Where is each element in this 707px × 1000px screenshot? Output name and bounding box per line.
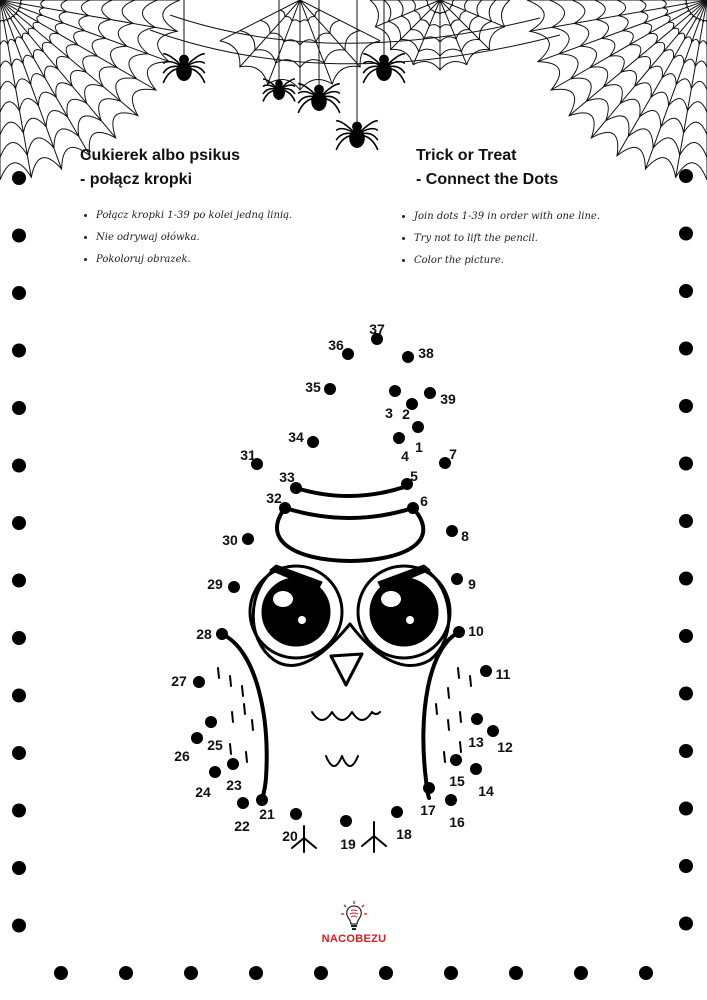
dot-number-label: 38 xyxy=(418,345,434,361)
dot-number-label: 24 xyxy=(195,784,211,800)
english-instructions xyxy=(398,206,600,272)
connect-dot xyxy=(412,421,424,433)
border-dot xyxy=(119,966,133,980)
connect-dot xyxy=(227,758,239,770)
border-dot xyxy=(444,966,458,980)
dot-number-label: 33 xyxy=(279,469,295,485)
border-dot xyxy=(679,687,693,701)
dot-number-label: 3 xyxy=(385,405,393,421)
dot-number-label: 34 xyxy=(288,429,304,445)
border-dot xyxy=(679,802,693,816)
cobweb-top-icon xyxy=(150,0,560,90)
border-dot xyxy=(12,861,26,875)
border-dot xyxy=(679,227,693,241)
dot-number-label: 7 xyxy=(449,446,457,462)
dot-number-label: 28 xyxy=(196,626,212,642)
connect-dots xyxy=(171,321,513,852)
connect-dot xyxy=(402,351,414,363)
dot-number-label: 1 xyxy=(415,439,423,455)
dot-number-label: 5 xyxy=(410,468,418,484)
border-dot xyxy=(574,966,588,980)
dotted-border xyxy=(12,169,693,980)
spider-icon xyxy=(163,54,205,83)
hanging-spiders xyxy=(163,0,405,150)
connect-dot xyxy=(391,806,403,818)
dot-number-label: 39 xyxy=(440,391,456,407)
border-dot xyxy=(679,917,693,931)
dot-number-label: 6 xyxy=(420,493,428,509)
connect-dot xyxy=(242,533,254,545)
english-instruction-1: • Join dots 1-39 in order with one line. xyxy=(414,206,600,228)
dot-number-label: 21 xyxy=(259,806,275,822)
connect-dot xyxy=(487,725,499,737)
dot-number-label: 29 xyxy=(207,576,223,592)
connect-dot xyxy=(205,716,217,728)
dot-number-label: 37 xyxy=(369,321,385,337)
dot-number-label: 35 xyxy=(305,379,321,395)
connect-dot xyxy=(393,432,405,444)
dot-number-label: 27 xyxy=(171,673,187,689)
dot-number-label: 14 xyxy=(478,783,494,799)
connect-dot xyxy=(424,387,436,399)
spider-icon xyxy=(263,79,295,102)
border-dot xyxy=(679,859,693,873)
dot-number-label: 23 xyxy=(226,777,242,793)
dot-number-label: 36 xyxy=(328,337,344,353)
brand-logo-icon xyxy=(340,900,368,932)
connect-dot xyxy=(451,573,463,585)
english-title xyxy=(416,144,558,192)
border-dot xyxy=(12,229,26,243)
border-dot xyxy=(12,516,26,530)
dot-number-label: 20 xyxy=(282,828,298,844)
connect-dot xyxy=(470,763,482,775)
connect-dot xyxy=(216,628,228,640)
border-dot xyxy=(679,399,693,413)
connect-dot xyxy=(446,525,458,537)
border-dot xyxy=(12,631,26,645)
polish-instruction-2: • Nie odrywaj ołówka. xyxy=(96,227,292,249)
dot-number-label: 13 xyxy=(468,734,484,750)
connect-dot xyxy=(480,665,492,677)
dot-number-label: 17 xyxy=(420,802,436,818)
border-dot xyxy=(639,966,653,980)
english-title-line1: Trick or Treat xyxy=(416,147,517,164)
border-dot xyxy=(12,804,26,818)
dot-number-label: 12 xyxy=(497,739,513,755)
dot-number-label: 31 xyxy=(240,447,256,463)
border-dot xyxy=(679,457,693,471)
border-dot xyxy=(509,966,523,980)
connect-dot xyxy=(191,732,203,744)
connect-dot xyxy=(237,797,249,809)
border-dot xyxy=(184,966,198,980)
border-dot xyxy=(12,401,26,415)
border-dot xyxy=(54,966,68,980)
polish-title-line2: - połącz kropki xyxy=(80,171,193,188)
connect-dot xyxy=(423,782,435,794)
polish-instruction-1: • Połącz kropki 1-39 po kolei jedną linią. xyxy=(96,205,292,227)
border-dot xyxy=(679,744,693,758)
dot-number-label: 10 xyxy=(468,623,484,639)
dot-number-label: 2 xyxy=(402,406,410,422)
dot-number-label: 18 xyxy=(396,826,412,842)
connect-dot xyxy=(340,815,352,827)
polish-title-line1: Cukierek albo psikus xyxy=(80,147,241,164)
border-dot xyxy=(679,284,693,298)
dot-number-label: 32 xyxy=(266,490,282,506)
spider-icon xyxy=(336,121,378,150)
connect-dot xyxy=(209,766,221,778)
border-dot xyxy=(12,286,26,300)
border-dot xyxy=(249,966,263,980)
border-dot xyxy=(679,572,693,586)
connect-dot xyxy=(450,754,462,766)
dot-number-label: 22 xyxy=(234,818,250,834)
border-dot xyxy=(12,746,26,760)
border-dot xyxy=(679,629,693,643)
connect-dot xyxy=(453,626,465,638)
dot-number-label: 19 xyxy=(340,836,356,852)
border-dot xyxy=(12,344,26,358)
dot-number-label: 8 xyxy=(461,528,469,544)
brand-name: NACOBEZU xyxy=(321,933,387,945)
dot-number-label: 9 xyxy=(468,576,476,592)
border-dot xyxy=(379,966,393,980)
border-dot xyxy=(12,171,26,185)
dot-number-label: 30 xyxy=(222,532,238,548)
dot-number-label: 25 xyxy=(207,737,223,753)
border-dot xyxy=(12,574,26,588)
border-dot xyxy=(314,966,328,980)
connect-dot xyxy=(193,676,205,688)
border-dot xyxy=(12,689,26,703)
english-title-line2: - Connect the Dots xyxy=(416,171,559,188)
polish-instruction-3: • Pokoloruj obrazek. xyxy=(96,249,292,271)
connect-dot xyxy=(228,581,240,593)
connect-dot xyxy=(290,808,302,820)
connect-dot xyxy=(471,713,483,725)
border-dot xyxy=(679,169,693,183)
connect-dot xyxy=(256,794,268,806)
owl-drawing-icon xyxy=(218,486,471,852)
polish-title xyxy=(80,144,240,192)
spider-icon xyxy=(298,84,340,113)
dot-number-label: 16 xyxy=(449,814,465,830)
border-dot xyxy=(679,342,693,356)
connect-dot xyxy=(445,794,457,806)
connect-dot xyxy=(307,436,319,448)
dot-number-label: 4 xyxy=(401,448,409,464)
border-dot xyxy=(12,459,26,473)
connect-dot xyxy=(324,383,336,395)
dot-number-label: 26 xyxy=(174,748,190,764)
connect-dot xyxy=(389,385,401,397)
connect-dot xyxy=(407,502,419,514)
english-instruction-3: • Color the picture. xyxy=(414,250,600,272)
connect-dot xyxy=(342,348,354,360)
border-dot xyxy=(12,919,26,933)
border-dot xyxy=(679,514,693,528)
dot-number-label: 15 xyxy=(449,773,465,789)
english-instruction-2: • Try not to lift the pencil. xyxy=(414,228,600,250)
dot-number-label: 11 xyxy=(495,666,511,682)
spider-icon xyxy=(363,54,405,83)
polish-instructions xyxy=(80,205,292,271)
